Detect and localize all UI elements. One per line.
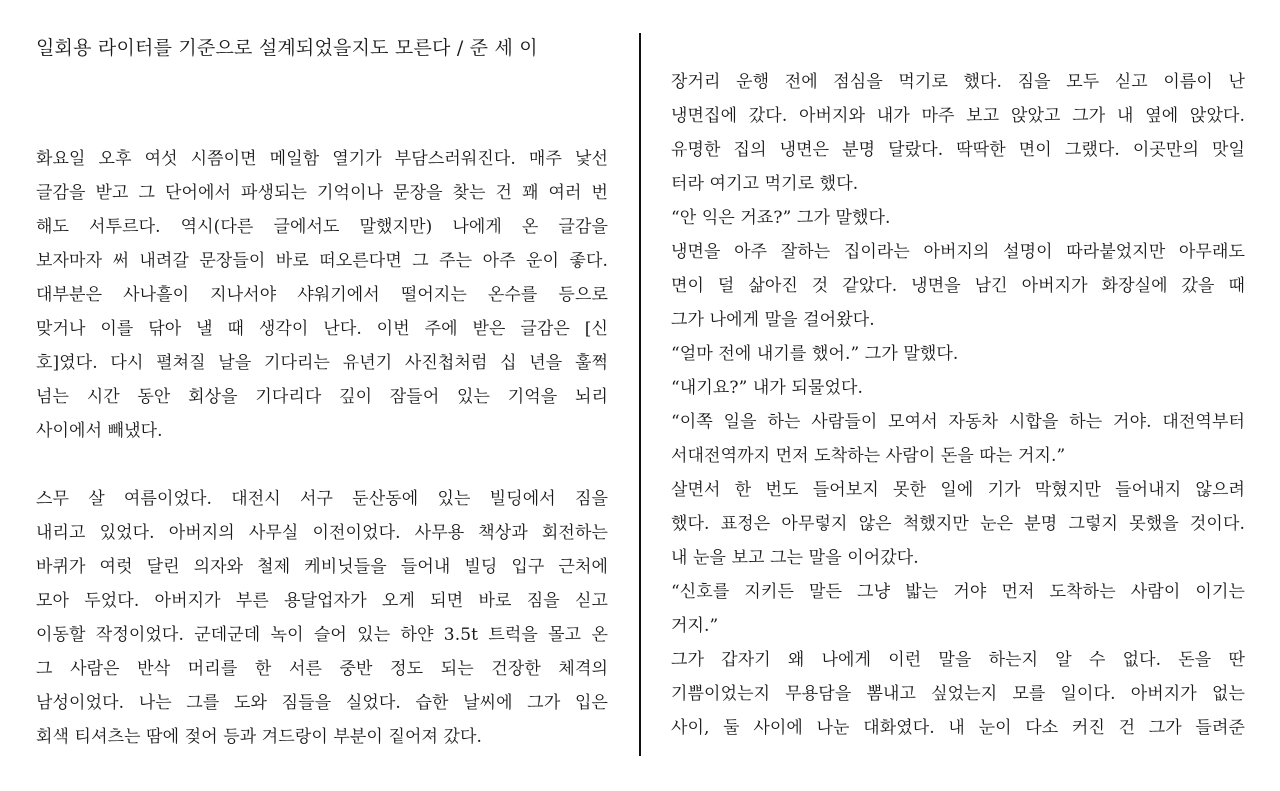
paragraph-1-line-2: 글감을 받고 그 단어에서 파생되는 기억이나 문장을 찾는 건 꽤 여러 번 bbox=[36, 183, 608, 203]
right-line-1: 장거리 운행 전에 점심을 먹기로 했다. 짐을 모두 싣고 이름이 난 bbox=[671, 72, 1245, 92]
paragraph-1-line-1: 화요일 오후 여섯 시쯤이면 메일함 열기가 부담스러워진다. 매주 낯선 bbox=[36, 149, 608, 169]
right-line-13: 살면서 한 번도 들어보지 못한 일에 기가 막혔지만 들어내지 않으려 bbox=[671, 480, 1245, 500]
paragraph-2-line-5: 이동할 작정이었다. 군데군데 녹이 슬어 있는 하얀 3.5t 트럭을 몰고 온 bbox=[36, 625, 608, 645]
paragraph-2-line-1: 스무 살 여름이었다. 대전시 서구 둔산동에 있는 빌딩에서 짐을 bbox=[36, 489, 608, 509]
right-line-10: “내기요?” 내가 되물었다. bbox=[671, 378, 864, 398]
right-line-3: 유명한 집의 냉면은 분명 달랐다. 딱딱한 면이 그랬다. 이곳만의 맛일 bbox=[671, 140, 1245, 160]
right-line-7: 면이 덜 삶아진 것 같았다. 냉면을 남긴 아버지가 화장실에 갔을 때 bbox=[671, 276, 1245, 296]
paragraph-1-line-5: 대부분은 사나흘이 지나서야 샤워기에서 떨어지는 온수를 등으로 bbox=[36, 285, 608, 305]
right-line-14: 했다. 표정은 아무렇지 않은 척했지만 눈은 분명 그렇지 못했을 것이다. bbox=[671, 514, 1245, 534]
right-line-17: 거지.” bbox=[671, 616, 719, 636]
right-line-12: 서대전역까지 먼저 도착하는 사람이 돈을 따는 거지.” bbox=[671, 446, 1066, 466]
paragraph-1-line-3: 해도 서투르다. 역시(다른 글에서도 말했지만) 나에게 온 글감을 bbox=[36, 217, 608, 237]
right-line-6: 냉면을 아주 잘하는 집이라는 아버지의 설명이 따라붙었지만 아무래도 bbox=[671, 242, 1245, 262]
paragraph-2-line-8: 회색 티셔츠는 땀에 젖어 등과 겨드랑이 부분이 짙어져 갔다. bbox=[36, 727, 483, 747]
paragraph-2-line-3: 바퀴가 여럿 달린 의자와 철제 케비닛들을 들어내 빌딩 입구 근처에 bbox=[36, 557, 608, 577]
paragraph-1-line-8: 넘는 시간 동안 회상을 기다리다 깊이 잠들어 있는 기억을 뇌리 bbox=[36, 387, 608, 407]
right-line-19: 기쁨이었는지 무용담을 뽐내고 싶었는지 모를 일이다. 아버지가 없는 bbox=[671, 684, 1245, 704]
right-line-9: “얼마 전에 내기를 했어.” 그가 말했다. bbox=[671, 344, 959, 364]
paragraph-2-line-7: 남성이었다. 나는 그를 도와 짐들을 실었다. 습한 날씨에 그가 입은 bbox=[36, 693, 608, 713]
paragraph-1-line-9: 사이에서 빼냈다. bbox=[36, 421, 163, 441]
right-line-15: 내 눈을 보고 그는 말을 이어갔다. bbox=[671, 548, 919, 568]
right-line-5: “안 익은 거죠?” 그가 말했다. bbox=[671, 208, 891, 228]
document-title: 일회용 라이터를 기준으로 설계되었을지도 모른다 / 준 세 이 bbox=[36, 37, 538, 59]
right-line-11: “이쪽 일을 하는 사람들이 모여서 자동차 시합을 하는 거야. 대전역부터 bbox=[671, 412, 1245, 432]
paragraph-2-line-2: 내리고 있었다. 아버지의 사무실 이전이었다. 사무용 책상과 회전하는 bbox=[36, 523, 608, 543]
paragraph-1-line-7: 호]였다. 다시 펼쳐질 날을 기다리는 유년기 사진첩처럼 십 년을 훌쩍 bbox=[36, 353, 608, 373]
paragraph-1-line-4: 보자마자 써 내려갈 문장들이 바로 떠오른다면 그 주는 아주 운이 좋다. bbox=[36, 251, 608, 271]
right-line-8: 그가 나에게 말을 걸어왔다. bbox=[671, 310, 875, 330]
right-line-20: 사이, 둘 사이에 나눈 대화였다. 내 눈이 다소 커진 건 그가 들려준 bbox=[671, 718, 1245, 738]
paragraph-2-line-4: 모아 두었다. 아버지가 부른 용달업자가 오게 되면 바로 짐을 싣고 bbox=[36, 591, 608, 611]
right-line-16: “신호를 지키든 말든 그냥 밟는 거야 먼저 도착하는 사람이 이기는 bbox=[671, 582, 1245, 602]
right-line-18: 그가 갑자기 왜 나에게 이런 말을 하는지 알 수 없다. 돈을 딴 bbox=[671, 650, 1245, 670]
right-line-4: 터라 여기고 먹기로 했다. bbox=[671, 174, 859, 194]
paragraph-2-line-6: 그 사람은 반삭 머리를 한 서른 중반 정도 되는 건장한 체격의 bbox=[36, 659, 608, 679]
right-line-2: 냉면집에 갔다. 아버지와 내가 마주 보고 앉았고 그가 내 옆에 앉았다. bbox=[671, 106, 1245, 126]
paragraph-1-line-6: 맞거나 이를 닦아 낼 때 생각이 난다. 이번 주에 받은 글감은 [신 bbox=[36, 319, 608, 339]
column-divider bbox=[639, 33, 641, 756]
